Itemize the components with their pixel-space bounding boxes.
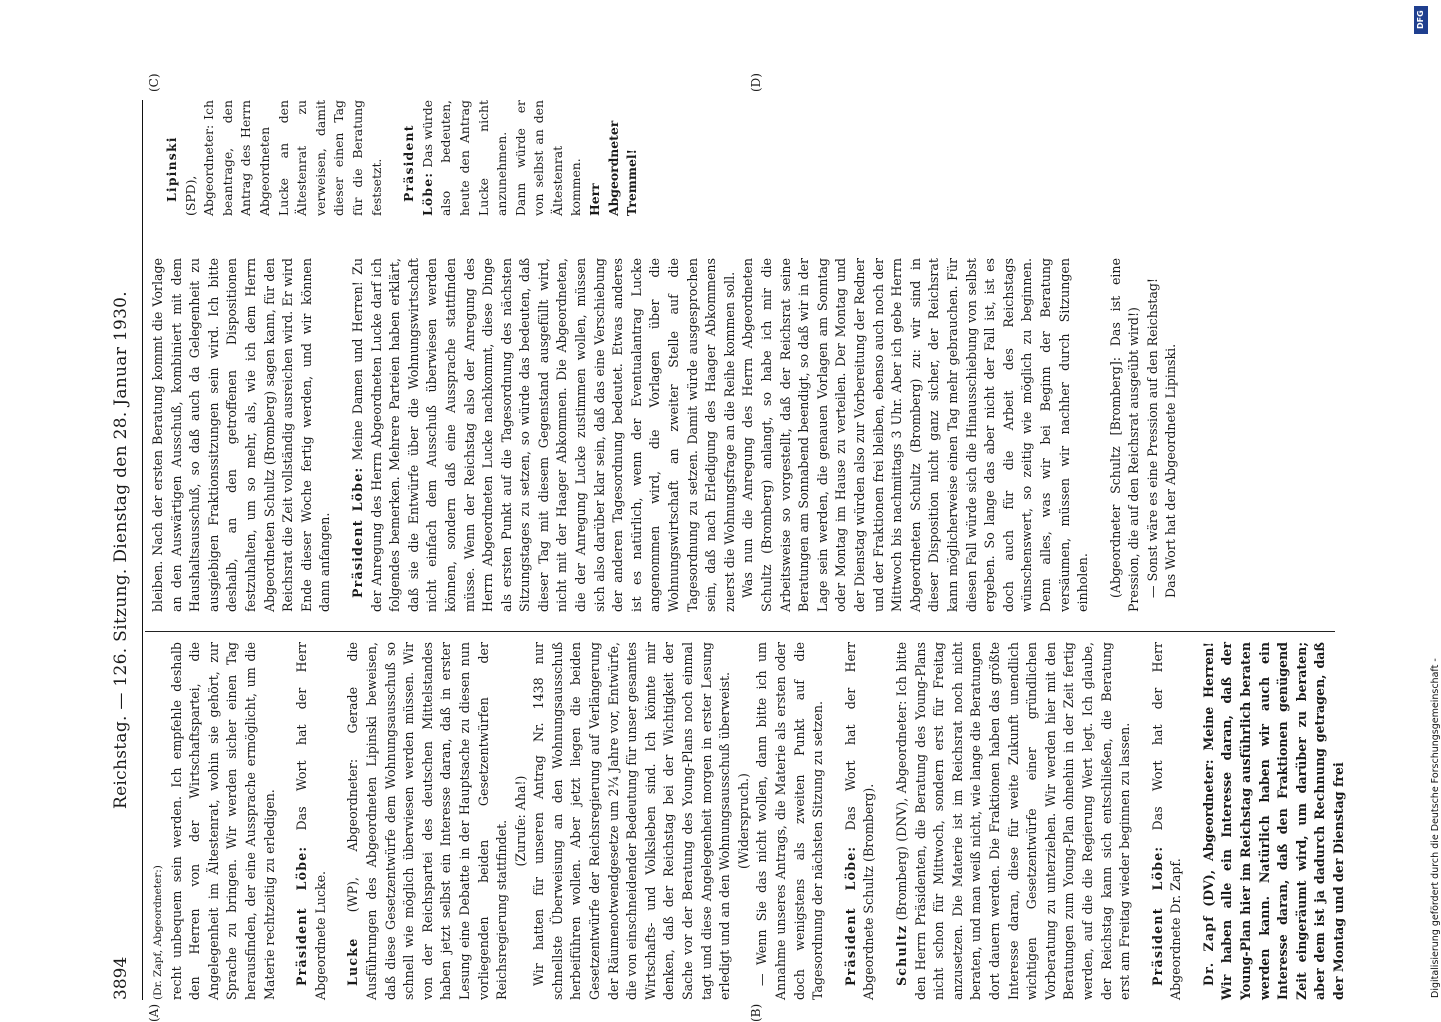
paragraph: bleiben. Nach der ersten Beratung kommt die Vorlage an den Auswärtigen Ausschuß, kombiniert mit dem Haushaltsausschuß, so daß auch da Gelegenheit zu ausgiebigen Fraktionssitzungen sein wird. Ich bitte deshalb, an den getroffenen Dispositionen festzuhalten, um so mehr, als, wie ich dem Herrn Abgeordneten Schultz (Bromberg) sagen kann, für den Reichsrat die Zeit vollständig ausreichen wird. Er wird Ende dieser Woche fertig werden, und wir können dann anfangen. xyxy=(150,258,333,612)
page-header xyxy=(109,100,135,1000)
paragraph xyxy=(349,258,739,612)
speaker-name: Präsident Löbe: xyxy=(294,845,310,986)
speaker-name: Präsident Löbe: xyxy=(401,124,435,216)
interjection: (Zurufe: Aha!) xyxy=(512,775,528,867)
paragraph xyxy=(1149,642,1186,1000)
speaker-name: Lucke xyxy=(345,937,361,986)
speech-text: (WP), Abgeordneter: Gerade die Ausführungen des Abgeordneten Lipinski beweisen, daß diese Gesetzentwürfe dem Wohnungsausschuß so schnell wie möglich überwiesen werden müssen. Wir von der Reichspartei des deutschen Mittelstandes haben jetzt selbst ein Interesse daran, daß in erster Lesung eine Debatte in der Hauptsache zu diesen nun vorliegenden beiden Gesetzentwürfen der Reichsregierung stattfindet. xyxy=(345,642,510,1000)
paragraph xyxy=(344,642,511,1000)
rotated-newspaper-page xyxy=(109,73,1347,1022)
paragraph xyxy=(163,100,386,216)
paragraph: Das Wort hat der Abgeordnete Lipinski. xyxy=(1163,343,1179,598)
speech-text: Meine Damen und Herren! Zu der Anregung des Herrn Abgeordneten Lucke darf ich folgendes bemerken. Mehrere Parteien haben erklärt, daß sie die Entwürfe über die Wohnungswirtschaft nicht einfach dem Ausschuß überwiesen werden können, sondern daß eine Aussprache stattfinden müsse. Wenn der Reichstag also der Anregung des Herrn Abgeordneten Lucke nachkommt, diese Dinge als ersten Punkt auf die Tagesordnung des nächsten Sitzungstages zu setzen, so würde das bedeuten, daß dieser Tag mit diesem Gegenstand ausgefüllt wird, nicht mit der Haager Abkommen. Die Abgeordneten, die der Anregung Lucke zustimmen wollen, müssen sich also darüber klar sein, daß das eine Verschiebung der anderen Tagesordnung bedeutet. Etwas anderes ist es natürlich, wenn der Eventualantrag Lucke angenommen wird, die Vorlagen über die Wohnungswirtschaft an zweiter Stelle auf die Tagesordnung zu setzen. Damit würde ausgesprochen sein, daß nach Erledigung des Haager Abkommens zuerst die Wohnungsfrage an die Reihe kommen soll. xyxy=(349,258,737,612)
margin-mark-b: (B) xyxy=(749,1003,763,1022)
paragraph xyxy=(1200,642,1349,1000)
text-column-continuation xyxy=(149,100,642,216)
margin-mark-c: (C) xyxy=(147,73,161,92)
speech-text: Das würde also bedeuten, heute den Antrag Lucke nicht anzunehmen. Dann würde er von selbst an den Ältestenrat kommen. xyxy=(419,100,584,216)
margin-mark-d: (D) xyxy=(749,73,763,92)
paragraph: — Wenn Sie das nicht wollen, dann bitte ich um Annahme unseres Antrags, die Materie als ersten oder doch wenigstens als zweiten Punkt auf die Tagesordnung der nächsten Sitzung zu setzen. xyxy=(754,642,826,1000)
paragraph: Herr Abgeordneter Tremmel! xyxy=(587,120,640,216)
text-column-left xyxy=(149,642,1349,1000)
speech-text: (SPD), Abgeordneter: Ich beantrage, den Antrag des Herrn Abgeordneten Lucke an den Ältestenrat zu verweisen, damit dieser einen Tag für die Beratung festsetzt. xyxy=(182,100,384,216)
speaker-name: Präsident Löbe: xyxy=(1149,845,1165,986)
paragraph xyxy=(893,642,1135,1000)
speaker-name: Dr. Zapf xyxy=(1200,915,1216,986)
text-column-right xyxy=(149,258,1181,612)
speaker-name: Lipinski xyxy=(164,136,179,202)
paragraph xyxy=(293,642,330,1000)
speaker-continuation: (Dr. Zapf, Abgeordneter:) xyxy=(152,865,164,1000)
speech-text: Das Wort hat der Herr Abgeordnete Dr. Zapf. xyxy=(1149,642,1184,1000)
speech-text: (Bromberg) (DNV), Abgeordneter: Ich bitte den Herrn Präsidenten, die Beratung des Young-Plans nicht schon für Mittwoch, sondern erst für Freitag anzusetzen. Die Materie ist im Reichsrat noch nicht beraten, und man weiß nicht, wie lange die Beratungen dort dauern werden. Die Fraktionen haben das größte Interesse daran, diese für weite Zukunft unendlich wichtigen Gesetzentwürfe einer gründlichen Vorberatung zu unterziehen. Wir werden hier mit den Beratungen zum Young-Plan ohnehin in der Zeit fertig werden, auf die die Regierung Wert legt. Ich glaube, der Reichstag kann sich entschließen, die Beratung erst am Freitag wieder beginnen zu lassen. xyxy=(893,642,1133,1000)
speech-text: Das Wort hat der Herr Abgeordnete Lucke. xyxy=(294,642,328,1000)
paragraph: recht unbequem sein werden. Ich empfehle deshalb den Herren von der Wirtschaftspartei, die Angelegenheit im Ältestenrat, wohin sie gehört, zur Sprache zu bringen. Wir werden sicher einen Tag herausfinden, der eine Aussprache ermöglicht, um die Materie rechtzeitig zu erledigen. xyxy=(168,642,277,1000)
margin-mark-a: (A) xyxy=(147,1003,161,1022)
running-title: Reichstag. — 126. Sitzung. Dienstag den 28. Januar 1930. xyxy=(111,290,131,810)
paragraph xyxy=(400,100,586,216)
column-divider xyxy=(145,631,1335,632)
interjection: (Widerspruch.) xyxy=(735,773,751,869)
speaker-name: Präsident Löbe: xyxy=(349,466,365,598)
paragraph xyxy=(842,642,879,1000)
page-number: 3894 xyxy=(111,956,131,1000)
dfg-logo: DFG xyxy=(1414,6,1428,34)
paragraph: — Sonst wäre es eine Pression auf den Reichstag! xyxy=(1144,278,1160,598)
paragraph: Wir hatten für unseren Antrag Nr. 1438 nur schnellste Überweisung an den Wohnungsausschuß herbeiführen wollen. Aber jetzt liegen die beiden Gesetzentwürfe der Reichsregierung auf Verlängerung der Räumenotwendgesetze um 2¼ Jahre vor, Entwürfe, die von einschneidender Bedeutung für unser gesamtes Wirtschafts- und Volksleben sind. Ich könnte mir denken, daß der Reichstag bei der Wichtigkeit der Sache vor der Beratung des Young-Plans noch einmal tagt und diese Angelegenheit morgen in erster Lesung erledigt und an den Wohnungsausschuß überweist. xyxy=(531,642,733,1000)
speaker-name: Präsident Löbe: xyxy=(842,845,858,986)
speech-text: Das Wort hat der Herr Abgeordnete Schultz (Bromberg). xyxy=(842,642,877,1000)
header-rule xyxy=(142,100,143,1000)
interjection: (Abgeordneter Schultz [Bromberg]: Das ist eine Pression, die auf den Reichsrat ausgeübt wird!) xyxy=(1107,258,1142,612)
digitization-credit xyxy=(1408,0,1441,1000)
digitization-credit-text: Digitalisierung gefördert durch die Deutsche Forschungsgemeinschaft - xyxy=(1430,658,1441,998)
speaker-name: Schultz xyxy=(893,924,909,986)
paragraph: Was nun die Anregung des Herrn Abgeordneten Schultz (Bromberg) anlangt, so habe ich mir die Arbeitsweise so vorgestellt, daß der Reichsrat seine Beratungen am Sonnabend beendigt, so daß wir in der Lage sein werden, die genauen Vorlagen am Sonntag oder Montag im Hause zu verteilen. Der Montag und der Dienstag würden also zur Vorbereitung der Redner und der Fraktionen frei bleiben, ebenso auch noch der Mittwoch bis nachmittags 3 Uhr. Aber ich gebe Herrn Abgeordneten Schultz (Bromberg) zu: wir sind in dieser Disposition nicht ganz sicher, der Reichsrat kann möglicherweise einen Tag mehr gebrauchen. Für diesen Fall würde sich die Hinausschiebung von selbst ergeben. So lange das aber nicht der Fall ist, ist es doch auch für die Arbeit des Reichstags wünschenswert, so zeitig wie möglich zu beginnen. Denn alles, was wir bei Beginn der Beratung versäumen, müssen wir nachher durch Sitzungen einholen. xyxy=(740,258,1091,612)
speech-text: (DV), Abgeordneter: Meine Herren! Wir haben alle ein Interesse daran, daß der Young-Plan hier im Reichstag ausführlich beraten werden kann. Natürlich haben wir auch ein Interesse daran, daß den Fraktionen genügend Zeit eingeräumt wird, um darüber zu beraten; aber dem ist ja dadurch Rechnung getragen, daß der Montag und der Dienstag frei xyxy=(1200,642,1347,1000)
